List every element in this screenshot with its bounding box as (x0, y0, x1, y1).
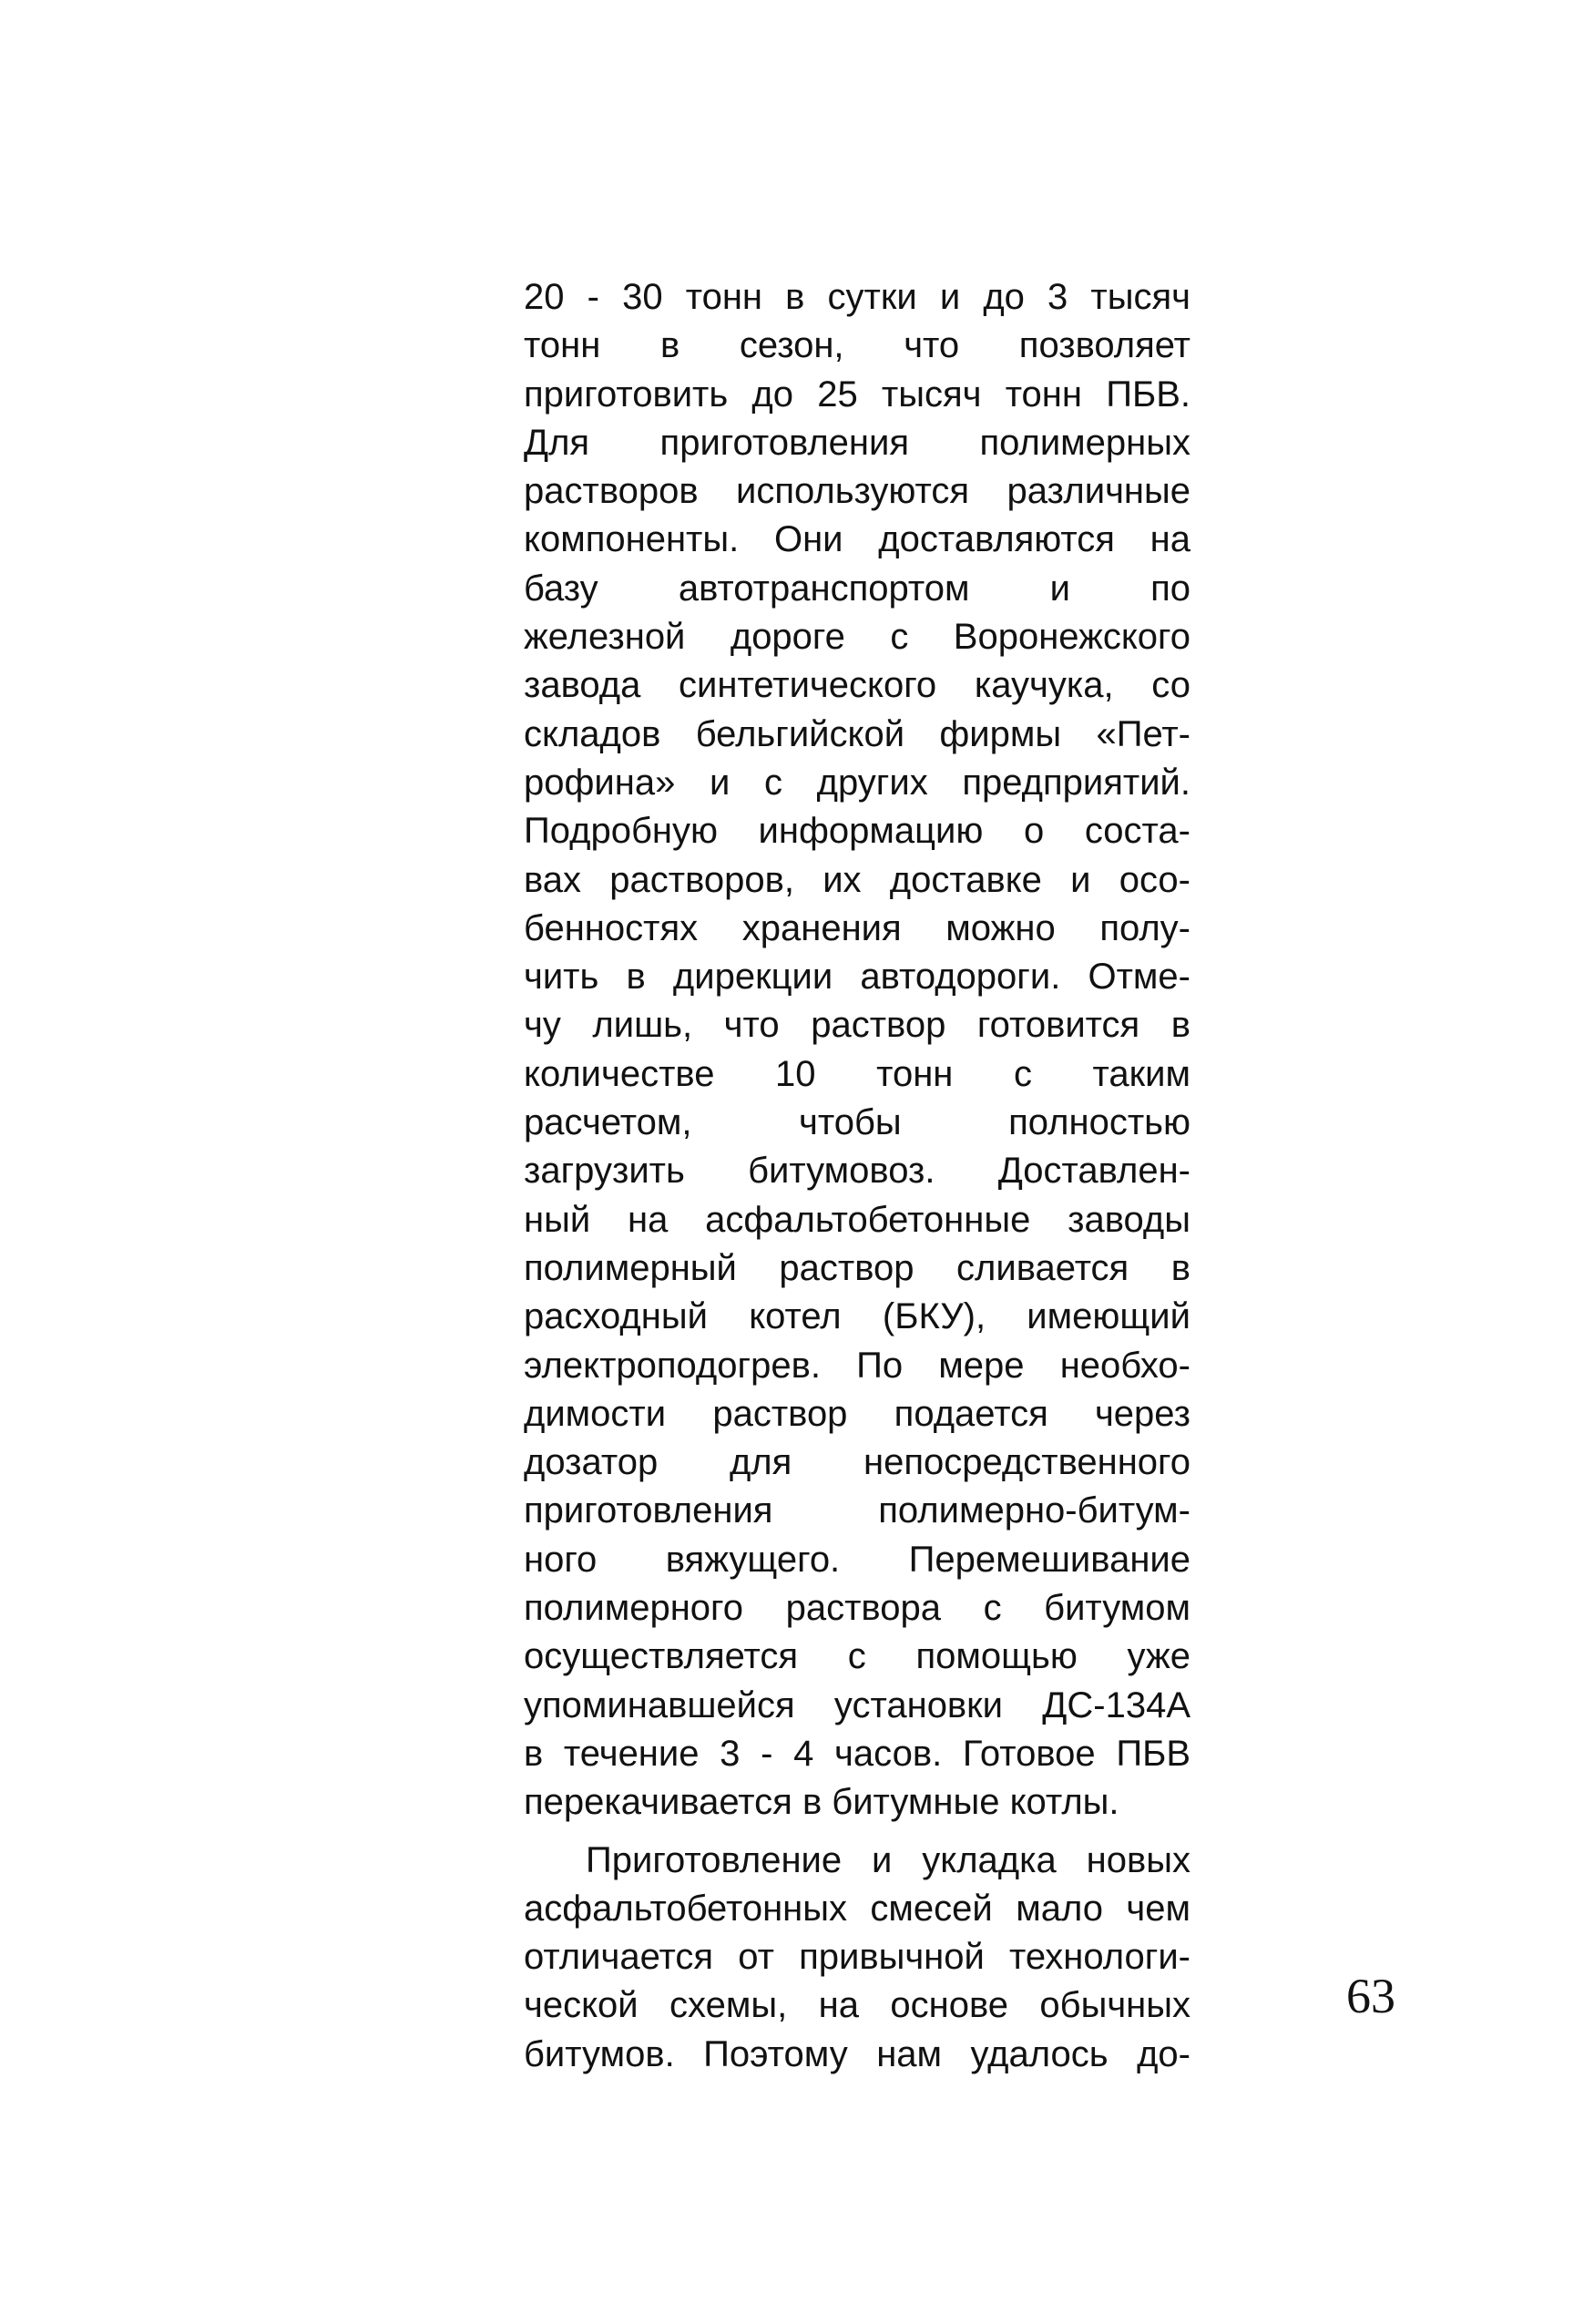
paragraph-first-line: Приготовление и укладка новых (586, 1839, 1190, 1880)
text-line: вах растворов, их доставке и осо- (524, 859, 1190, 900)
text-line: отличается от привычной технологи- (524, 1937, 1190, 1978)
text-line: расходный котел (БКУ), имеющий (524, 1296, 1190, 1337)
text-line: битумов. Поэтому нам удалось до- (524, 2033, 1190, 2074)
text-line: ческой схемы, на основе обычных (524, 1985, 1190, 2026)
text-line: компоненты. Они доставляются на (524, 519, 1190, 560)
text-line: складов бельгийской фирмы «Пет- (524, 713, 1190, 754)
text-line: растворов используются различные (524, 471, 1190, 512)
text-line: 20 - 30 тонн в сутки и до 3 тысяч (524, 277, 1190, 317)
text-line: приготовления полимерно-битум- (524, 1490, 1190, 1531)
text-line: димости раствор подается через (524, 1393, 1190, 1434)
text-line: тонн в сезон, что позволяет (524, 325, 1190, 366)
text-line: полимерного раствора с битумом (524, 1588, 1190, 1629)
paragraph-last-line: перекачивается в битумные котлы. (524, 1782, 1119, 1823)
text-line: чить в дирекции автодороги. Отме- (524, 957, 1190, 998)
body-text (524, 273, 1190, 2079)
text-line: бенностях хранения можно полу- (524, 907, 1190, 948)
text-line: упоминавшейся установки ДС-134А (524, 1684, 1190, 1725)
text-line: ный на асфальтобетонные заводы (524, 1199, 1190, 1240)
page-number: 63 (1346, 1969, 1395, 2023)
text-line: рофина» и с других предприятий. (524, 762, 1190, 803)
text-line: завода синтетического каучука, со (524, 665, 1190, 706)
text-line: приготовить до 25 тысяч тонн ПБВ. (524, 374, 1190, 415)
text-line: расчетом, чтобы полностью (524, 1102, 1190, 1143)
text-line: полимерный раствор сливается в (524, 1247, 1190, 1288)
text-line: электроподогрев. По мере необхо- (524, 1345, 1190, 1386)
text-line: чу лишь, что раствор готовится в (524, 1005, 1190, 1046)
text-line: загрузить битумовоз. Доставлен- (524, 1151, 1190, 1192)
text-line: Подробную информацию о соста- (524, 811, 1190, 852)
text-line: количестве 10 тонн с таким (524, 1053, 1190, 1094)
text-line: базу автотранспортом и по (524, 568, 1190, 609)
text-line: осуществляется с помощью уже (524, 1636, 1190, 1677)
text-line: железной дороге с Воронежского (524, 617, 1190, 658)
text-line: дозатор для непосредственного (524, 1442, 1190, 1483)
text-line: ного вяжущего. Перемешивание (524, 1539, 1190, 1580)
text-line: асфальтобетонных смесей мало чем (524, 1888, 1190, 1929)
text-line: Для приготовления полимерных (524, 422, 1190, 463)
text-line: в течение 3 - 4 часов. Готовое ПБВ (524, 1733, 1190, 1774)
